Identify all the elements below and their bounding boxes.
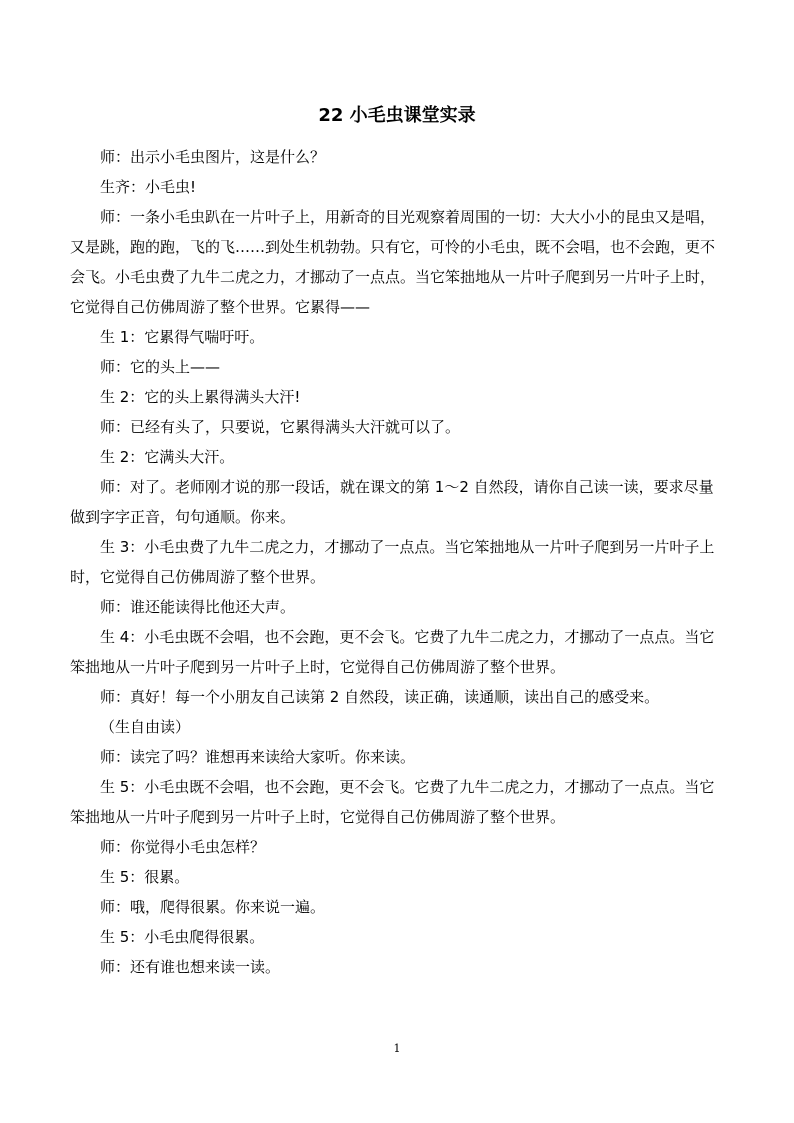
paragraph: 师：一条小毛虫趴在一片叶子上，用新奇的目光观察着周围的一切：大大小小的昆虫又是唱，又是跳，跑的跑，飞的飞……到处生机勃勃。只有它，可怜的小毛虫，既不会唱，也不会跑，更不会飞。小毛虫费了九牛二虎之力，才挪动了一点点。当它笨拙地从一片叶子爬到另一片叶子上时，它觉得自己仿佛周游了整个世界。它累得—— [70, 208, 716, 316]
paragraph: 师：真好！每一个小朋友自己读第 2 自然段，读正确，读通顺，读出自己的感受来。 [100, 688, 660, 706]
paragraph: 生 5：小毛虫爬得很累。 [100, 928, 265, 946]
paragraph: 师：出示小毛虫图片，这是什么？ [100, 148, 326, 166]
document-title: 22 小毛虫课堂实录 [318, 105, 476, 126]
page-number: 1 [393, 1042, 401, 1055]
paragraph: 师：哦，爬得很累。你来说一遍。 [100, 898, 326, 916]
paragraph: 生 2：它的头上累得满头大汗! [100, 388, 301, 406]
paragraph: 生 5：很累。 [100, 868, 190, 886]
paragraph: 师：已经有头了，只要说，它累得满头大汗就可以了。 [100, 418, 461, 436]
paragraph: 生 1：它累得气喘吁吁。 [100, 328, 265, 346]
paragraph: 师：还有谁也想来读一读。 [100, 958, 281, 976]
paragraph: 师：对了。老师刚才说的那一段话，就在课文的第 1～2 自然段，请你自己读一读，要求尽量做到字字正音，句句通顺。你来。 [70, 478, 714, 526]
paragraph: 师：读完了吗？谁想再来读给大家听。你来读。 [100, 748, 416, 766]
paragraph: 师：它的头上—— [100, 358, 221, 376]
paragraph: 师：谁还能读得比他还大声。 [100, 598, 296, 616]
paragraph: 生 5：小毛虫既不会唱，也不会跑，更不会飞。它费了九牛二虎之力，才挪动了一点点。当它笨拙地从一片叶子爬到另一片叶子上时，它觉得自己仿佛周游了整个世界。 [70, 778, 715, 826]
paragraph: 生 4：小毛虫既不会唱，也不会跑，更不会飞。它费了九牛二虎之力，才挪动了一点点。当它笨拙地从一片叶子爬到另一片叶子上时，它觉得自己仿佛周游了整个世界。 [70, 628, 715, 676]
paragraph: 生 2：它满头大汗。 [100, 448, 235, 466]
document-body [70, 142, 724, 982]
paragraph-stage-direction: （生自由读） [100, 718, 191, 736]
paragraph: 师：你觉得小毛虫怎样？ [100, 838, 266, 856]
paragraph: 生齐：小毛虫! [100, 178, 197, 196]
paragraph: 生 3：小毛虫费了九牛二虎之力，才挪动了一点点。当它笨拙地从一片叶子爬到另一片叶子上时，它觉得自己仿佛周游了整个世界。 [70, 538, 715, 586]
